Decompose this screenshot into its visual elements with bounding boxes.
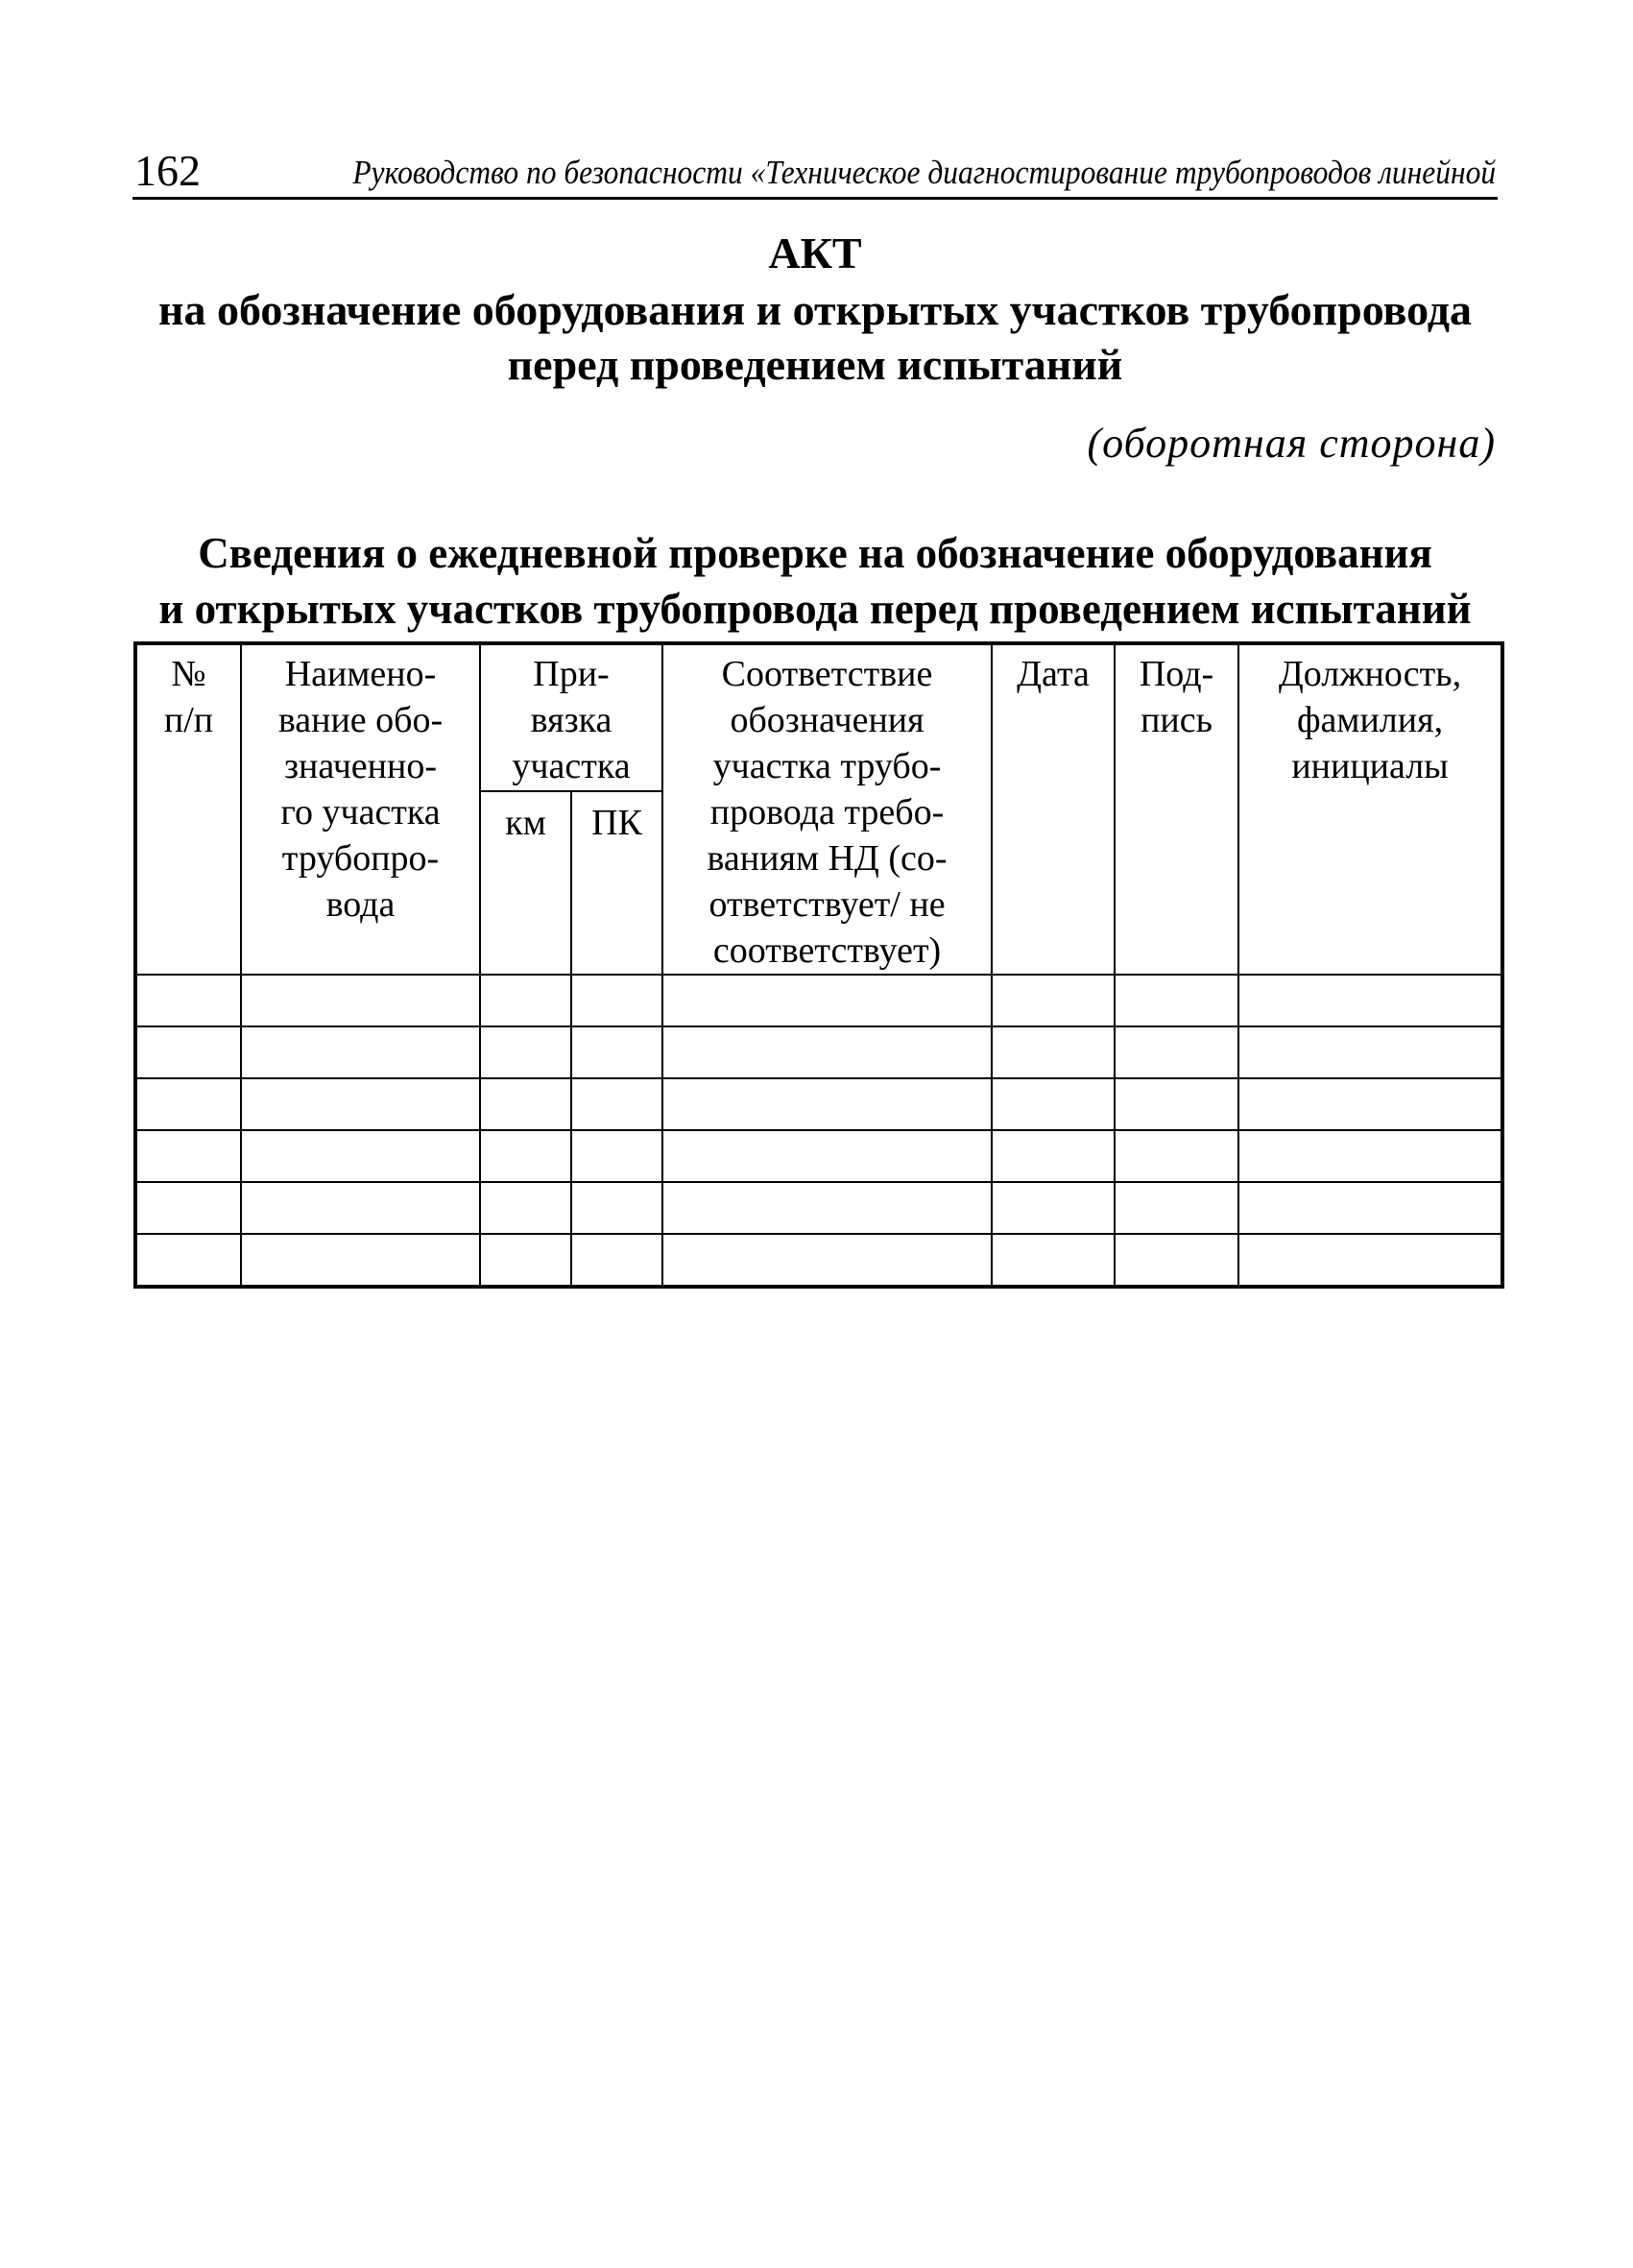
cell-pk <box>571 1182 662 1234</box>
cell-section-name <box>241 1026 480 1078</box>
header-km: км <box>480 791 571 975</box>
reverse-side-note: (оборотная сторона) <box>1087 420 1496 467</box>
cell-number <box>135 1234 241 1287</box>
cell-section-name <box>241 1182 480 1234</box>
cell-number <box>135 1026 241 1078</box>
header-compliance: Соответствие обозначения участка трубо- провода требо- ваниям НД (со- ответствует/ не соответствует) <box>662 643 992 975</box>
inspection-table-wrapper <box>133 641 1501 1289</box>
section-title-line2: и открытых участков трубопровода перед проведением испытаний <box>158 585 1472 633</box>
table-body <box>135 975 1502 1287</box>
cell-pk <box>571 1078 662 1130</box>
cell-compliance <box>662 1182 992 1234</box>
cell-date <box>992 1130 1115 1182</box>
cell-compliance <box>662 1130 992 1182</box>
act-subtitle-line2: перед проведением испытаний <box>507 340 1123 389</box>
cell-signature <box>1115 975 1238 1026</box>
cell-number <box>135 1130 241 1182</box>
table-row <box>135 1130 1502 1182</box>
running-header: Руководство по безопасности «Техническое диагностирование трубопроводов линейной <box>352 154 1496 191</box>
cell-pk <box>571 1026 662 1078</box>
header-binding: При- вязка участка <box>480 643 662 791</box>
cell-signature <box>1115 1234 1238 1287</box>
cell-signature <box>1115 1078 1238 1130</box>
cell-km <box>480 1234 571 1287</box>
header-signature: Под- пись <box>1115 643 1238 975</box>
cell-signature <box>1115 1130 1238 1182</box>
cell-km <box>480 975 571 1026</box>
cell-section-name <box>241 975 480 1026</box>
cell-pk <box>571 1130 662 1182</box>
section-title-line1: Сведения о ежедневной проверке на обозначение оборудования <box>198 529 1432 577</box>
cell-position <box>1238 1078 1502 1130</box>
table-row <box>135 1078 1502 1130</box>
act-title: АКТ <box>768 229 862 277</box>
cell-km <box>480 1078 571 1130</box>
cell-number <box>135 1182 241 1234</box>
cell-position <box>1238 1182 1502 1234</box>
cell-km <box>480 1026 571 1078</box>
header-position: Должность, фамилия, инициалы <box>1238 643 1502 975</box>
cell-km <box>480 1130 571 1182</box>
cell-date <box>992 975 1115 1026</box>
header-date: Дата <box>992 643 1115 975</box>
header-number: № п/п <box>135 643 241 975</box>
cell-date <box>992 1182 1115 1234</box>
cell-signature <box>1115 1026 1238 1078</box>
cell-number <box>135 975 241 1026</box>
cell-date <box>992 1026 1115 1078</box>
cell-compliance <box>662 1026 992 1078</box>
cell-section-name <box>241 1234 480 1287</box>
cell-position <box>1238 1234 1502 1287</box>
cell-position <box>1238 975 1502 1026</box>
cell-pk <box>571 1234 662 1287</box>
cell-date <box>992 1078 1115 1130</box>
table-row <box>135 1182 1502 1234</box>
cell-compliance <box>662 1078 992 1130</box>
cell-position <box>1238 1026 1502 1078</box>
cell-compliance <box>662 975 992 1026</box>
cell-section-name <box>241 1130 480 1182</box>
cell-km <box>480 1182 571 1234</box>
table-row <box>135 1026 1502 1078</box>
header-pk: ПК <box>571 791 662 975</box>
table-row <box>135 975 1502 1026</box>
cell-compliance <box>662 1234 992 1287</box>
header-rule <box>132 197 1498 200</box>
cell-number <box>135 1078 241 1130</box>
cell-position <box>1238 1130 1502 1182</box>
table-row <box>135 1234 1502 1287</box>
header-section-name: Наимено- вание обо- значенно- го участка трубопро- вода <box>241 643 480 975</box>
cell-date <box>992 1234 1115 1287</box>
inspection-table <box>133 641 1504 1289</box>
page-number: 162 <box>134 146 201 195</box>
cell-signature <box>1115 1182 1238 1234</box>
act-subtitle-line1: на обозначение оборудования и открытых участков трубопровода <box>157 285 1473 334</box>
cell-pk <box>571 975 662 1026</box>
cell-section-name <box>241 1078 480 1130</box>
